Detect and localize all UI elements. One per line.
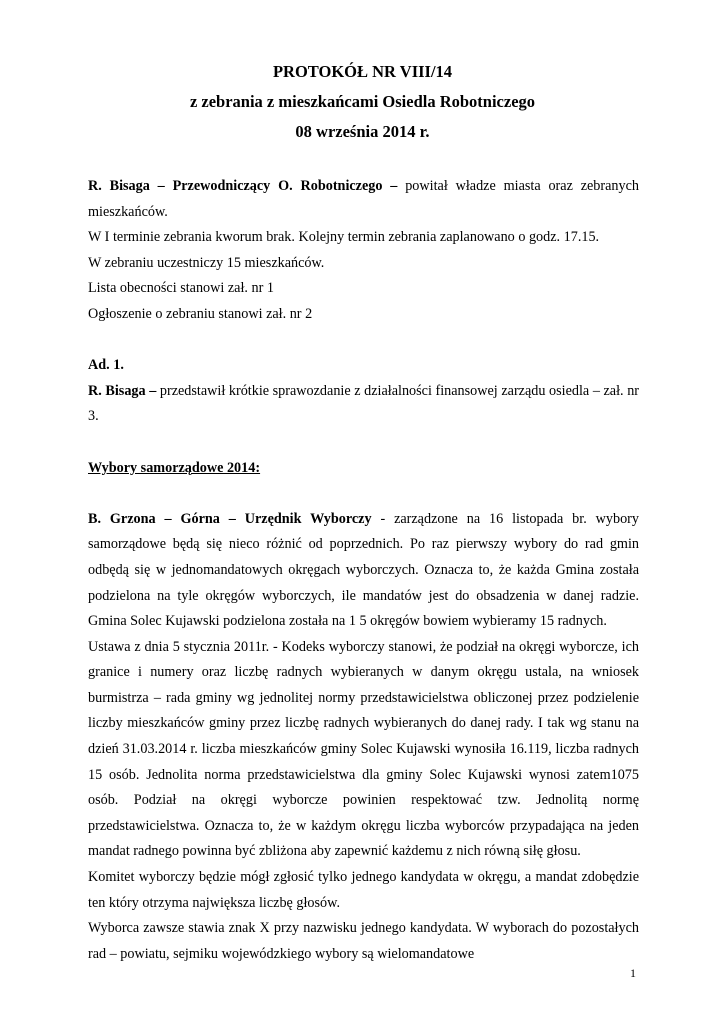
document-title: PROTOKÓŁ NR VIII/14 bbox=[272, 62, 453, 81]
document-body bbox=[88, 174, 639, 967]
intro-text: powitał władze miasta oraz zebranych mieszkańców. bbox=[88, 178, 639, 220]
spacer bbox=[88, 481, 639, 507]
ad1-heading: Ad. 1. bbox=[88, 357, 124, 374]
elections-paragraph-law: Ustawa z dnia 5 stycznia 2011r. - Kodeks wyborczy stanowi, że podział na okręgi wyborcze, ich granice i numery oraz liczbę radnych wybieranych w danym okręgu ustala, na wniosek burmistrza – rada gminy wg jednolitej normy przedstawicielstwa obliczonej przez podzielenie liczby mieszkańców gminy przez liczbę radnych wybieranych do danej rady. I tak wg stanu na dzień 31.03.2014 r. liczba mieszkańców gminy Solec Kujawski wynosiła 16.119, liczba radnych 15 osób. Jednolita norma przedstawicielstwa dla gminy Solec Kujawski wynosi zatem1075 osób. Podział na okręgi wyborcze powinien respektować tzw. Jednolitą normę przedstawicielstwa. Oznacza to, że w każdym okręgu liczba wyborców przypadająca na jeden mandat radnego powinna być zbliżona aby zapewnić każdemu z nich równą siłę głosu. bbox=[88, 638, 639, 860]
spacer bbox=[88, 430, 639, 456]
elections-speaker: B. Grzona – Górna – Urzędnik Wyborczy bbox=[88, 510, 372, 527]
elections-text: - zarządzone na 16 listopada br. wybory samorządowe będą się nieco różnić od poprzednich. Po raz pierwszy wybory do rad gmin odbędą się w jednomandatowych okręgach wyborczych. Oznacza to, że każda Gmina została podzielona na tyle okręgów wyborczych, ile mandatów jest do obsadzenia w danej radzie. Gmina Solec Kujawski podzielona została na 1 5 okręgów bowiem wybieramy 15 radnych. bbox=[88, 510, 639, 630]
intro-line-attachment-1: Lista obecności stanowi zał. nr 1 bbox=[88, 280, 274, 297]
ad1-speaker: R. Bisaga – bbox=[88, 382, 157, 399]
intro-speaker: R. Bisaga – Przewodniczący O. Robotniczego – bbox=[88, 178, 398, 194]
elections-intro-paragraph bbox=[88, 507, 639, 635]
elections-paragraph-voter: Wyborca zawsze stawia znak X przy nazwisku jednego kandydata. W wyborach do pozostałych rad – powiatu, sejmiku wojewódzkiego wybory są wielomandatowe bbox=[88, 920, 639, 962]
document-subtitle: z zebrania z mieszkańcami Osiedla Robotniczego bbox=[189, 92, 536, 111]
title-block bbox=[0, 57, 725, 147]
page-number: 1 bbox=[630, 966, 636, 980]
elections-heading: Wybory samorządowe 2014: bbox=[88, 459, 261, 476]
document-date: 08 września 2014 r. bbox=[295, 122, 430, 141]
intro-line-attendance: W zebraniu uczestniczy 15 mieszkańców. bbox=[88, 254, 325, 271]
intro-paragraph bbox=[88, 174, 639, 225]
elections-paragraph-committee: Komitet wyborczy będzie mógł zgłosić tylko jednego kandydata w okręgu, a mandat zdobędzie ten który otrzyma największa liczbę głosów. bbox=[88, 869, 639, 911]
intro-line-quorum: W I terminie zebrania kworum brak. Kolejny termin zebrania zaplanowano o godz. 17.15. bbox=[88, 229, 600, 246]
spacer bbox=[88, 328, 639, 354]
ad1-text: przedstawił krótkie sprawozdanie z działalności finansowej zarządu osiedla – zał. nr 3. bbox=[88, 382, 640, 425]
ad1-paragraph bbox=[88, 379, 639, 430]
intro-line-attachment-2: Ogłoszenie o zebraniu stanowi zał. nr 2 bbox=[88, 305, 313, 322]
